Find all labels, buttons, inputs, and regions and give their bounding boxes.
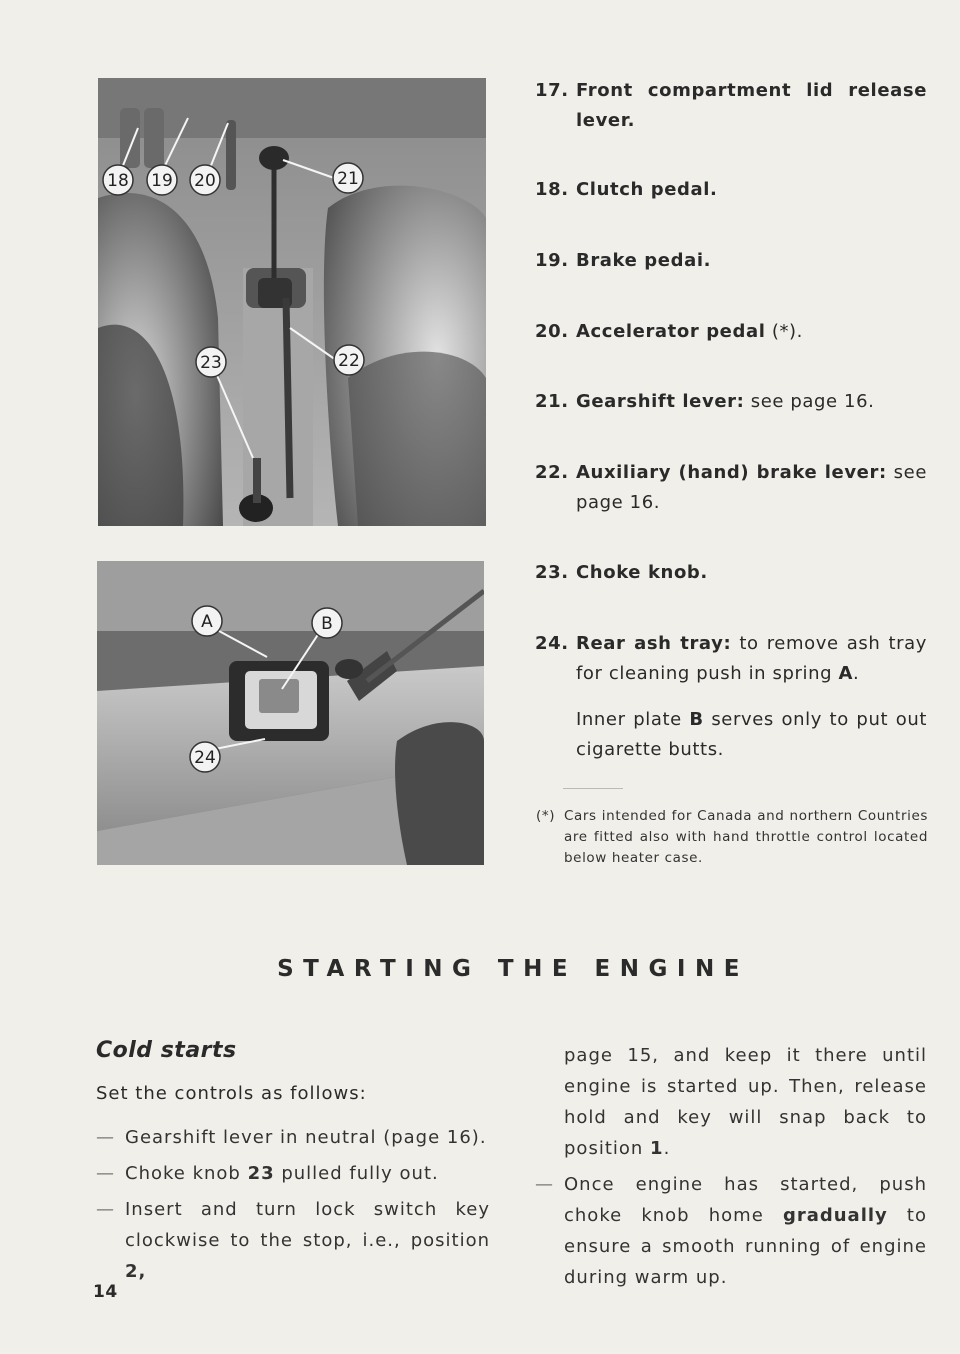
legend-label: Choke knob.: [576, 562, 708, 583]
legend-item-24: [535, 629, 927, 765]
callout-24: [190, 742, 220, 772]
legend-item-21: [535, 387, 927, 417]
position-ref: 1: [650, 1138, 664, 1159]
callout-B: [312, 608, 342, 638]
svg-text:23: 23: [200, 353, 222, 373]
list-item: [96, 1194, 490, 1287]
lead-text: Set the controls as follows:: [96, 1083, 367, 1104]
footnote-divider: [563, 788, 623, 789]
legend-number: 21.: [535, 391, 569, 412]
list-item-text: Gearshift lever in neutral (page 16).: [125, 1127, 487, 1148]
callout-23: [196, 347, 226, 377]
dash-bullet: —: [96, 1127, 115, 1148]
svg-text:A: A: [201, 612, 213, 632]
dash-bullet: —: [96, 1199, 115, 1220]
legend-text: to remove ash tray for cleaning push in spring: [576, 633, 927, 684]
legend-label: Accelerator pedal: [576, 321, 766, 342]
legend-number: 24.: [535, 633, 569, 654]
figure-pedals-gearshift: [98, 78, 486, 526]
position-ref: 2,: [125, 1261, 147, 1282]
legend-text: Inner plate: [576, 709, 690, 730]
subheading-cold-starts: Cold starts: [96, 1038, 237, 1063]
figure-rear-ash-tray: [97, 561, 484, 865]
list-item: [96, 1122, 490, 1153]
legend-item-18: [535, 175, 927, 205]
svg-text:22: 22: [338, 351, 360, 371]
callout-22: [334, 345, 364, 375]
legend-label: Clutch pedal.: [576, 179, 718, 200]
legend-text-end: .: [853, 663, 860, 684]
right-column: [535, 1040, 927, 1298]
choke-ref: 23: [247, 1163, 275, 1184]
legend-number: 19.: [535, 250, 569, 271]
legend-item-20: [535, 317, 927, 347]
figure-rear-ash-tray-illustration: [97, 561, 484, 865]
emphasis-gradually: gradually: [782, 1205, 888, 1226]
legend-text: see page 16.: [576, 462, 927, 513]
legend-number: 18.: [535, 179, 569, 200]
legend-label: Brake pedai.: [576, 250, 712, 271]
svg-text:24: 24: [194, 748, 216, 768]
dash-bullet: —: [96, 1163, 115, 1184]
legend-text: see page 16.: [744, 391, 875, 412]
legend-label: Front compartment lid release lever.: [576, 80, 927, 131]
list-item-continuation: [535, 1040, 927, 1164]
legend-number: 22.: [535, 462, 569, 483]
svg-text:20: 20: [194, 171, 216, 191]
callout-21: [333, 163, 363, 193]
legend-number: 20.: [535, 321, 569, 342]
legend-number: 17.: [535, 80, 569, 101]
page-number: 14: [93, 1282, 118, 1302]
legend-text: (*).: [765, 321, 803, 342]
svg-text:21: 21: [337, 169, 359, 189]
footnote-text: Cars intended for Canada and northern Countries are fitted also with hand throttle control located below heater case.: [564, 808, 928, 866]
callout-18: [103, 165, 133, 195]
list-item-text: .: [663, 1138, 671, 1159]
legend-text: serves only to put out cigarette butts.: [576, 709, 927, 760]
legend-item-23: [535, 558, 927, 588]
footnote-mark: (*): [536, 808, 556, 824]
list-item-text: to ensure a smooth running of engine during warm up.: [564, 1205, 928, 1288]
list-item: [96, 1158, 490, 1189]
dash-bullet: —: [535, 1174, 554, 1195]
list-item-text: Once engine has started, push choke knob home: [564, 1174, 927, 1226]
plate-ref: B: [689, 709, 704, 730]
legend-label: Gearshift lever:: [576, 391, 745, 412]
callout-A: [192, 606, 222, 636]
left-column: [96, 1122, 490, 1292]
svg-text:19: 19: [151, 171, 173, 191]
svg-text:B: B: [321, 614, 333, 634]
legend-item-19: [535, 246, 927, 276]
list-item: [535, 1169, 927, 1293]
footnote: [536, 806, 928, 869]
legend-label: Auxiliary (hand) brake lever:: [576, 462, 887, 483]
callout-19: [147, 165, 177, 195]
legend-item-17: [535, 76, 927, 136]
legend-label: Rear ash tray:: [576, 633, 732, 654]
svg-text:18: 18: [107, 171, 129, 191]
section-title: STARTING THE ENGINE: [277, 956, 749, 982]
legend-number: 23.: [535, 562, 569, 583]
list-item-text: Insert and turn lock switch key clockwise to the stop, i.e., position: [125, 1199, 490, 1251]
spring-ref: A: [838, 663, 854, 684]
list-item-text: page 15, and keep it there until engine is started up. Then, release hold and key will snap back to position: [564, 1045, 927, 1159]
list-item-text: pulled fully out.: [274, 1163, 439, 1184]
callout-20: [190, 165, 220, 195]
list-item-text: Choke knob: [125, 1163, 248, 1184]
legend-item-22: [535, 458, 927, 518]
figure-pedals-gearshift-illustration: [98, 78, 486, 526]
